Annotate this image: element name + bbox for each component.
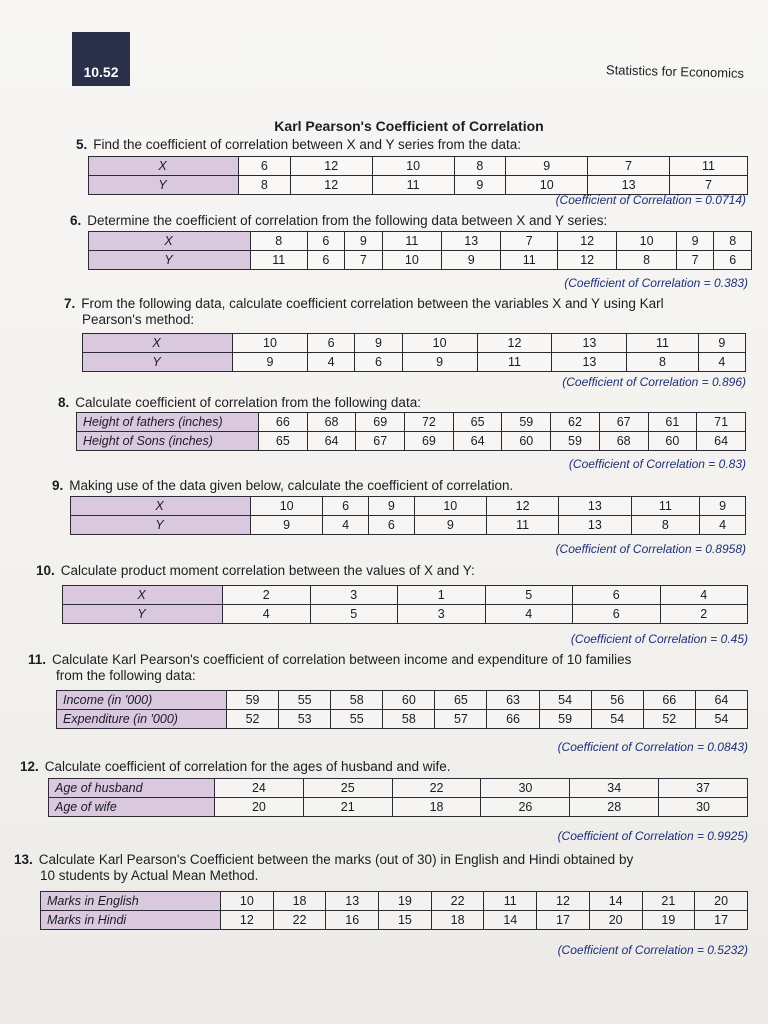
table-cell: 7 — [345, 251, 383, 270]
table-cell: 2 — [223, 586, 311, 605]
table-cell: 10 — [402, 334, 477, 353]
data-table — [62, 585, 748, 624]
table-cell: 6 — [307, 251, 345, 270]
table-cell: 66 — [643, 691, 695, 710]
question-text: Determine the coefficient of correlation from the following data between X and Y series: — [87, 213, 608, 228]
table-cell: 12 — [486, 497, 558, 516]
table-cell: 14 — [484, 911, 537, 930]
table-cell: 15 — [379, 911, 432, 930]
table-cell: 6 — [714, 251, 752, 270]
table-cell: 9 — [233, 353, 308, 372]
table-cell: 11 — [670, 157, 748, 176]
table-row — [89, 176, 748, 195]
table-cell: 4 — [223, 605, 311, 624]
question-10 — [36, 563, 748, 579]
question-text-continued: Pearson's method: — [82, 312, 195, 327]
table-cell: 17 — [537, 911, 590, 930]
table-cell: 12 — [557, 232, 616, 251]
table-cell: 68 — [307, 413, 356, 432]
table-cell: 69 — [405, 432, 454, 451]
answer-text: (Coefficient of Correlation = 0.383) — [564, 276, 748, 290]
table-cell: 22 — [431, 892, 484, 911]
row-label: X — [83, 334, 233, 353]
table-cell: 55 — [279, 691, 331, 710]
table-cell: 64 — [453, 432, 502, 451]
table-cell: 9 — [700, 497, 746, 516]
table-cell: 60 — [383, 691, 435, 710]
table-cell: 52 — [227, 710, 279, 729]
table-cell: 65 — [453, 413, 502, 432]
table-cell: 52 — [643, 710, 695, 729]
question-number: 7. — [64, 296, 76, 311]
table-cell: 58 — [383, 710, 435, 729]
table-cell: 19 — [379, 892, 432, 911]
question-text: Calculate coefficient of correlation for the ages of husband and wife. — [44, 759, 451, 774]
table-cell: 63 — [487, 691, 539, 710]
table-cell: 13 — [559, 516, 631, 535]
table-cell: 9 — [251, 516, 323, 535]
question-8 — [58, 395, 748, 411]
table-cell: 64 — [697, 432, 746, 451]
table-cell: 8 — [617, 251, 676, 270]
answer-text: (Coefficient of Correlation = 0.45) — [570, 632, 748, 646]
table-cell: 6 — [323, 497, 369, 516]
table-cell: 8 — [251, 232, 308, 251]
table-cell: 64 — [695, 691, 747, 710]
row-label: X — [89, 232, 251, 251]
table-cell: 6 — [368, 516, 414, 535]
table-cell: 6 — [573, 605, 661, 624]
table-cell: 11 — [486, 516, 558, 535]
table-cell: 64 — [307, 432, 356, 451]
question-9 — [52, 478, 748, 494]
row-label: Marks in English — [41, 892, 221, 911]
row-label: Expenditure (in '000) — [57, 710, 227, 729]
table-cell: 7 — [501, 232, 558, 251]
question-number: 13. — [14, 852, 33, 867]
table-row — [63, 586, 748, 605]
question-text: From the following data, calculate coefficient correlation between the variables X and Y using Karl — [81, 296, 664, 311]
question-number: 5. — [76, 137, 88, 152]
table-cell: 9 — [442, 251, 501, 270]
table-cell: 12 — [477, 334, 552, 353]
row-label: Y — [71, 516, 251, 535]
table-cell: 14 — [589, 892, 642, 911]
answer-text: (Coefficient of Correlation = 0.9925) — [557, 829, 748, 843]
question-12 — [20, 759, 748, 775]
table-cell: 4 — [323, 516, 369, 535]
table-cell: 9 — [454, 176, 506, 195]
book-title: Statistics for Economics — [605, 62, 745, 81]
table-cell: 57 — [435, 710, 487, 729]
table-cell: 4 — [307, 353, 354, 372]
table-cell: 11 — [501, 251, 558, 270]
table-row — [49, 798, 748, 817]
row-label: Height of Sons (inches) — [77, 432, 259, 451]
table-cell: 4 — [698, 353, 745, 372]
data-table — [56, 690, 748, 729]
data-table — [48, 778, 748, 817]
table-cell: 59 — [502, 413, 551, 432]
question-text: Calculate Karl Pearson's coefficient of correlation between income and expenditure of 10 families — [52, 652, 632, 667]
table-cell: 6 — [307, 232, 345, 251]
question-text: Making use of the data given below, calculate the coefficient of correlation. — [69, 478, 514, 493]
table-cell: 6 — [355, 353, 402, 372]
table-cell: 60 — [502, 432, 551, 451]
table-cell: 7 — [676, 251, 714, 270]
table-cell: 65 — [259, 432, 308, 451]
table-cell: 20 — [215, 798, 304, 817]
table-cell: 55 — [331, 710, 383, 729]
table-cell: 10 — [221, 892, 274, 911]
table-row — [57, 710, 748, 729]
section-title: Karl Pearson's Coefficient of Correlation — [274, 118, 544, 134]
question-11 — [28, 652, 748, 684]
table-cell: 19 — [642, 911, 695, 930]
table-cell: 3 — [398, 605, 486, 624]
row-label: Age of husband — [49, 779, 215, 798]
table-cell: 54 — [539, 691, 591, 710]
table-cell: 53 — [279, 710, 331, 729]
table-cell: 16 — [326, 911, 379, 930]
table-cell: 58 — [331, 691, 383, 710]
row-label: Y — [63, 605, 223, 624]
row-label: Income (in '000) — [57, 691, 227, 710]
table-cell: 9 — [355, 334, 402, 353]
table-row — [83, 334, 746, 353]
question-text: Calculate product moment correlation between the values of X and Y: — [60, 563, 475, 578]
table-cell: 11 — [484, 892, 537, 911]
table-cell: 3 — [310, 586, 398, 605]
row-label: Age of wife — [49, 798, 215, 817]
table-cell: 12 — [290, 157, 372, 176]
page-number: 10.52 — [83, 64, 119, 80]
question-number: 6. — [70, 213, 82, 228]
table-cell: 8 — [627, 353, 698, 372]
table-cell: 9 — [506, 157, 588, 176]
table-cell: 67 — [599, 413, 648, 432]
table-cell: 10 — [251, 497, 323, 516]
table-cell: 7 — [670, 176, 748, 195]
table-cell: 13 — [552, 353, 627, 372]
data-table — [88, 231, 752, 270]
table-cell: 17 — [695, 911, 748, 930]
table-cell: 8 — [714, 232, 752, 251]
answer-text: (Coefficient of Correlation = 0.83) — [568, 457, 746, 471]
table-cell: 66 — [487, 710, 539, 729]
row-label: Y — [89, 176, 239, 195]
table-cell: 12 — [290, 176, 372, 195]
table-row — [57, 691, 748, 710]
table-cell: 9 — [402, 353, 477, 372]
row-label: X — [63, 586, 223, 605]
table-cell: 72 — [405, 413, 454, 432]
table-row — [41, 911, 748, 930]
table-cell: 10 — [233, 334, 308, 353]
table-cell: 61 — [648, 413, 697, 432]
table-cell: 2 — [660, 605, 748, 624]
question-text: Calculate coefficient of correlation from the following data: — [75, 395, 421, 410]
table-cell: 12 — [221, 911, 274, 930]
table-cell: 22 — [392, 779, 481, 798]
table-cell: 11 — [631, 497, 700, 516]
table-cell: 4 — [700, 516, 746, 535]
table-cell: 12 — [557, 251, 616, 270]
question-6 — [70, 213, 748, 229]
table-cell: 8 — [239, 176, 291, 195]
table-cell: 9 — [414, 516, 486, 535]
table-cell: 11 — [477, 353, 552, 372]
answer-text: (Coefficient of Correlation = 0.0843) — [557, 740, 748, 754]
question-number: 8. — [58, 395, 70, 410]
table-cell: 12 — [537, 892, 590, 911]
table-cell: 6 — [307, 334, 354, 353]
question-text-continued: from the following data: — [56, 668, 196, 683]
table-cell: 11 — [372, 176, 454, 195]
question-text: Calculate Karl Pearson's Coefficient between the marks (out of 30) in English and Hindi obtained by — [38, 852, 634, 867]
table-cell: 18 — [273, 892, 326, 911]
table-cell: 9 — [368, 497, 414, 516]
table-cell: 54 — [591, 710, 643, 729]
question-number: 12. — [20, 759, 39, 774]
table-cell: 59 — [227, 691, 279, 710]
table-cell: 30 — [659, 798, 748, 817]
table-cell: 21 — [303, 798, 392, 817]
table-cell: 34 — [570, 779, 659, 798]
table-row — [49, 779, 748, 798]
question-number: 10. — [36, 563, 55, 578]
row-label: Y — [83, 353, 233, 372]
row-label: Y — [89, 251, 251, 270]
table-cell: 28 — [570, 798, 659, 817]
table-cell: 7 — [588, 157, 670, 176]
table-cell: 66 — [259, 413, 308, 432]
table-cell: 10 — [414, 497, 486, 516]
table-cell: 25 — [303, 779, 392, 798]
table-cell: 11 — [627, 334, 698, 353]
table-cell: 30 — [481, 779, 570, 798]
table-cell: 67 — [356, 432, 405, 451]
table-cell: 4 — [660, 586, 748, 605]
table-cell: 59 — [539, 710, 591, 729]
table-cell: 6 — [239, 157, 291, 176]
table-cell: 54 — [695, 710, 747, 729]
question-text-continued: 10 students by Actual Mean Method. — [40, 868, 259, 883]
table-cell: 10 — [382, 251, 441, 270]
table-cell: 13 — [559, 497, 631, 516]
table-row — [89, 251, 752, 270]
table-cell: 6 — [573, 586, 661, 605]
table-cell: 21 — [642, 892, 695, 911]
table-cell: 8 — [631, 516, 700, 535]
row-label: Marks in Hindi — [41, 911, 221, 930]
table-cell: 20 — [695, 892, 748, 911]
data-table — [40, 891, 748, 930]
row-label: Height of fathers (inches) — [77, 413, 259, 432]
table-cell: 37 — [659, 779, 748, 798]
table-cell: 8 — [454, 157, 506, 176]
table-cell: 13 — [588, 176, 670, 195]
answer-text: (Coefficient of Correlation = 0.896) — [562, 375, 746, 389]
table-row — [63, 605, 748, 624]
question-number: 9. — [52, 478, 64, 493]
table-row — [89, 157, 748, 176]
table-cell: 9 — [676, 232, 714, 251]
table-cell: 56 — [591, 691, 643, 710]
table-cell: 13 — [552, 334, 627, 353]
table-cell: 18 — [431, 911, 484, 930]
table-cell: 62 — [551, 413, 600, 432]
question-13 — [14, 852, 748, 884]
answer-text: (Coefficient of Correlation = 0.5232) — [557, 943, 748, 957]
table-cell: 10 — [506, 176, 588, 195]
data-table — [82, 333, 746, 372]
answer-text: (Coefficient of Correlation = 0.8958) — [555, 542, 746, 556]
data-table — [70, 496, 746, 535]
table-row — [71, 516, 746, 535]
table-cell: 68 — [599, 432, 648, 451]
table-row — [77, 432, 746, 451]
question-number: 11. — [28, 652, 47, 667]
table-row — [89, 232, 752, 251]
table-cell: 20 — [589, 911, 642, 930]
table-row — [71, 497, 746, 516]
table-cell: 10 — [617, 232, 676, 251]
question-7 — [64, 296, 748, 328]
table-cell: 10 — [372, 157, 454, 176]
table-cell: 60 — [648, 432, 697, 451]
row-label: X — [71, 497, 251, 516]
table-cell: 69 — [356, 413, 405, 432]
table-row — [83, 353, 746, 372]
table-cell: 26 — [481, 798, 570, 817]
table-cell: 11 — [251, 251, 308, 270]
table-cell: 59 — [551, 432, 600, 451]
question-text: Find the coefficient of correlation between X and Y series from the data: — [93, 137, 522, 152]
page-number-badge — [72, 32, 130, 86]
data-table — [88, 156, 748, 195]
table-cell: 18 — [392, 798, 481, 817]
table-cell: 24 — [215, 779, 304, 798]
table-cell: 9 — [698, 334, 745, 353]
table-cell: 22 — [273, 911, 326, 930]
table-cell: 9 — [345, 232, 383, 251]
table-cell: 65 — [435, 691, 487, 710]
table-cell: 1 — [398, 586, 486, 605]
question-5 — [76, 137, 748, 153]
table-row — [41, 892, 748, 911]
table-cell: 13 — [326, 892, 379, 911]
table-cell: 11 — [382, 232, 441, 251]
table-cell: 5 — [310, 605, 398, 624]
table-cell: 13 — [442, 232, 501, 251]
table-cell: 71 — [697, 413, 746, 432]
table-cell: 4 — [485, 605, 573, 624]
table-cell: 5 — [485, 586, 573, 605]
data-table — [76, 412, 746, 451]
table-row — [77, 413, 746, 432]
row-label: X — [89, 157, 239, 176]
answer-text: (Coefficient of Correlation = 0.0714) — [555, 193, 746, 207]
